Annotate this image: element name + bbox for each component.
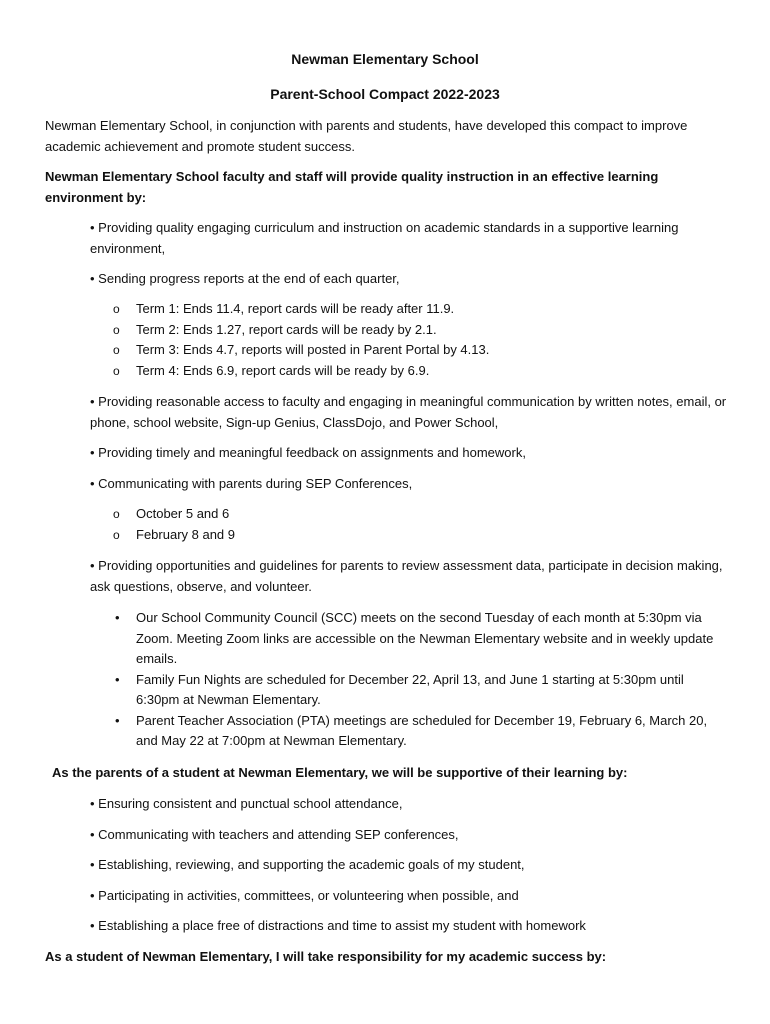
parents-section-heading: As the parents of a student at Newman Elementary, we will be supportive of their learning by:	[52, 765, 628, 780]
circle-bullet-icon: o	[113, 507, 120, 521]
term-item	[113, 361, 713, 382]
parent-item: • Communicating with teachers and attending SEP conferences,	[90, 827, 459, 842]
curriculum-bullet: • Providing quality engaging curriculum and instruction on academic standards in a supportive learning environment,	[90, 220, 679, 256]
events-list	[113, 608, 728, 752]
term-text: Term 3: Ends 4.7, reports will posted in Parent Portal by 4.13.	[136, 342, 490, 357]
event-text: Family Fun Nights are scheduled for December 22, April 13, and June 1 starting at 5:30pm until 6:30pm at Newman Elementary.	[136, 671, 684, 707]
circle-bullet-icon: o	[113, 343, 120, 357]
conference-date-text: October 5 and 6	[136, 506, 230, 521]
event-text: Our School Community Council (SCC) meets on the second Tuesday of each month at 5:30pm via Zoom. Meeting Zoom links are accessible on the Newman Elementary website and in weekly update emails.	[136, 610, 714, 666]
circle-bullet-icon: o	[113, 302, 120, 316]
parent-item: • Participating in activities, committees, or volunteering when possible, and	[90, 888, 519, 903]
term-list	[113, 299, 713, 381]
student-section-heading: As a student of Newman Elementary, I will take responsibility for my academic success by:	[45, 949, 607, 964]
term-text: Term 4: Ends 6.9, report cards will be ready by 6.9.	[136, 362, 430, 378]
circle-bullet-icon: o	[113, 322, 120, 337]
conference-date-item	[113, 504, 713, 525]
parent-item: • Establishing, reviewing, and supporting the academic goals of my student,	[90, 857, 525, 872]
term-item	[113, 340, 713, 361]
event-item	[113, 608, 728, 670]
conference-date-item	[113, 525, 713, 546]
term-item	[113, 299, 713, 320]
term-text: Term 1: Ends 11.4, report cards will be ready after 11.9.	[136, 301, 455, 316]
term-text: Term 2: Ends 1.27, report cards will be ready by 2.1.	[136, 321, 437, 337]
parent-item: • Ensuring consistent and punctual school attendance,	[90, 796, 403, 811]
progress-report-bullet: • Sending progress reports at the end of each quarter,	[90, 271, 400, 286]
compact-title: Parent-School Compact 2022-2023	[270, 86, 500, 102]
bullet-icon: •	[115, 712, 120, 728]
conference-date-list	[113, 504, 713, 545]
circle-bullet-icon: o	[113, 363, 120, 378]
staff-section-heading: Newman Elementary School faculty and staff will provide quality instruction in an effective learning environment by:	[45, 169, 659, 205]
feedback-bullet: • Providing timely and meaningful feedback on assignments and homework,	[90, 445, 526, 460]
opportunities-bullet: • Providing opportunities and guidelines for parents to review assessment data, participate in decision making, ask questions, observe, and volunteer.	[90, 558, 723, 594]
circle-bullet-icon: o	[113, 527, 120, 542]
event-item	[113, 670, 728, 711]
school-name-heading: Newman Elementary School	[291, 51, 479, 67]
bullet-icon: •	[115, 671, 120, 687]
access-bullet: • Providing reasonable access to faculty and engaging in meaningful communication by written notes, email, or phone, school website, Sign-up Genius, ClassDojo, and Power School,	[90, 394, 727, 430]
conferences-bullet: • Communicating with parents during SEP Conferences,	[90, 476, 413, 491]
event-item	[113, 711, 728, 752]
conference-date-text: February 8 and 9	[136, 526, 236, 542]
parent-item: • Establishing a place free of distractions and time to assist my student with homework	[90, 918, 586, 933]
term-item	[113, 320, 713, 341]
intro-paragraph: Newman Elementary School, in conjunction with parents and students, have developed this compact to improve academic achievement and promote student success.	[45, 118, 688, 154]
bullet-icon: •	[115, 610, 120, 625]
event-text: Parent Teacher Association (PTA) meetings are scheduled for December 19, February 6, March 20, and May 22 at 7:00pm at Newman Elementary.	[136, 712, 708, 748]
